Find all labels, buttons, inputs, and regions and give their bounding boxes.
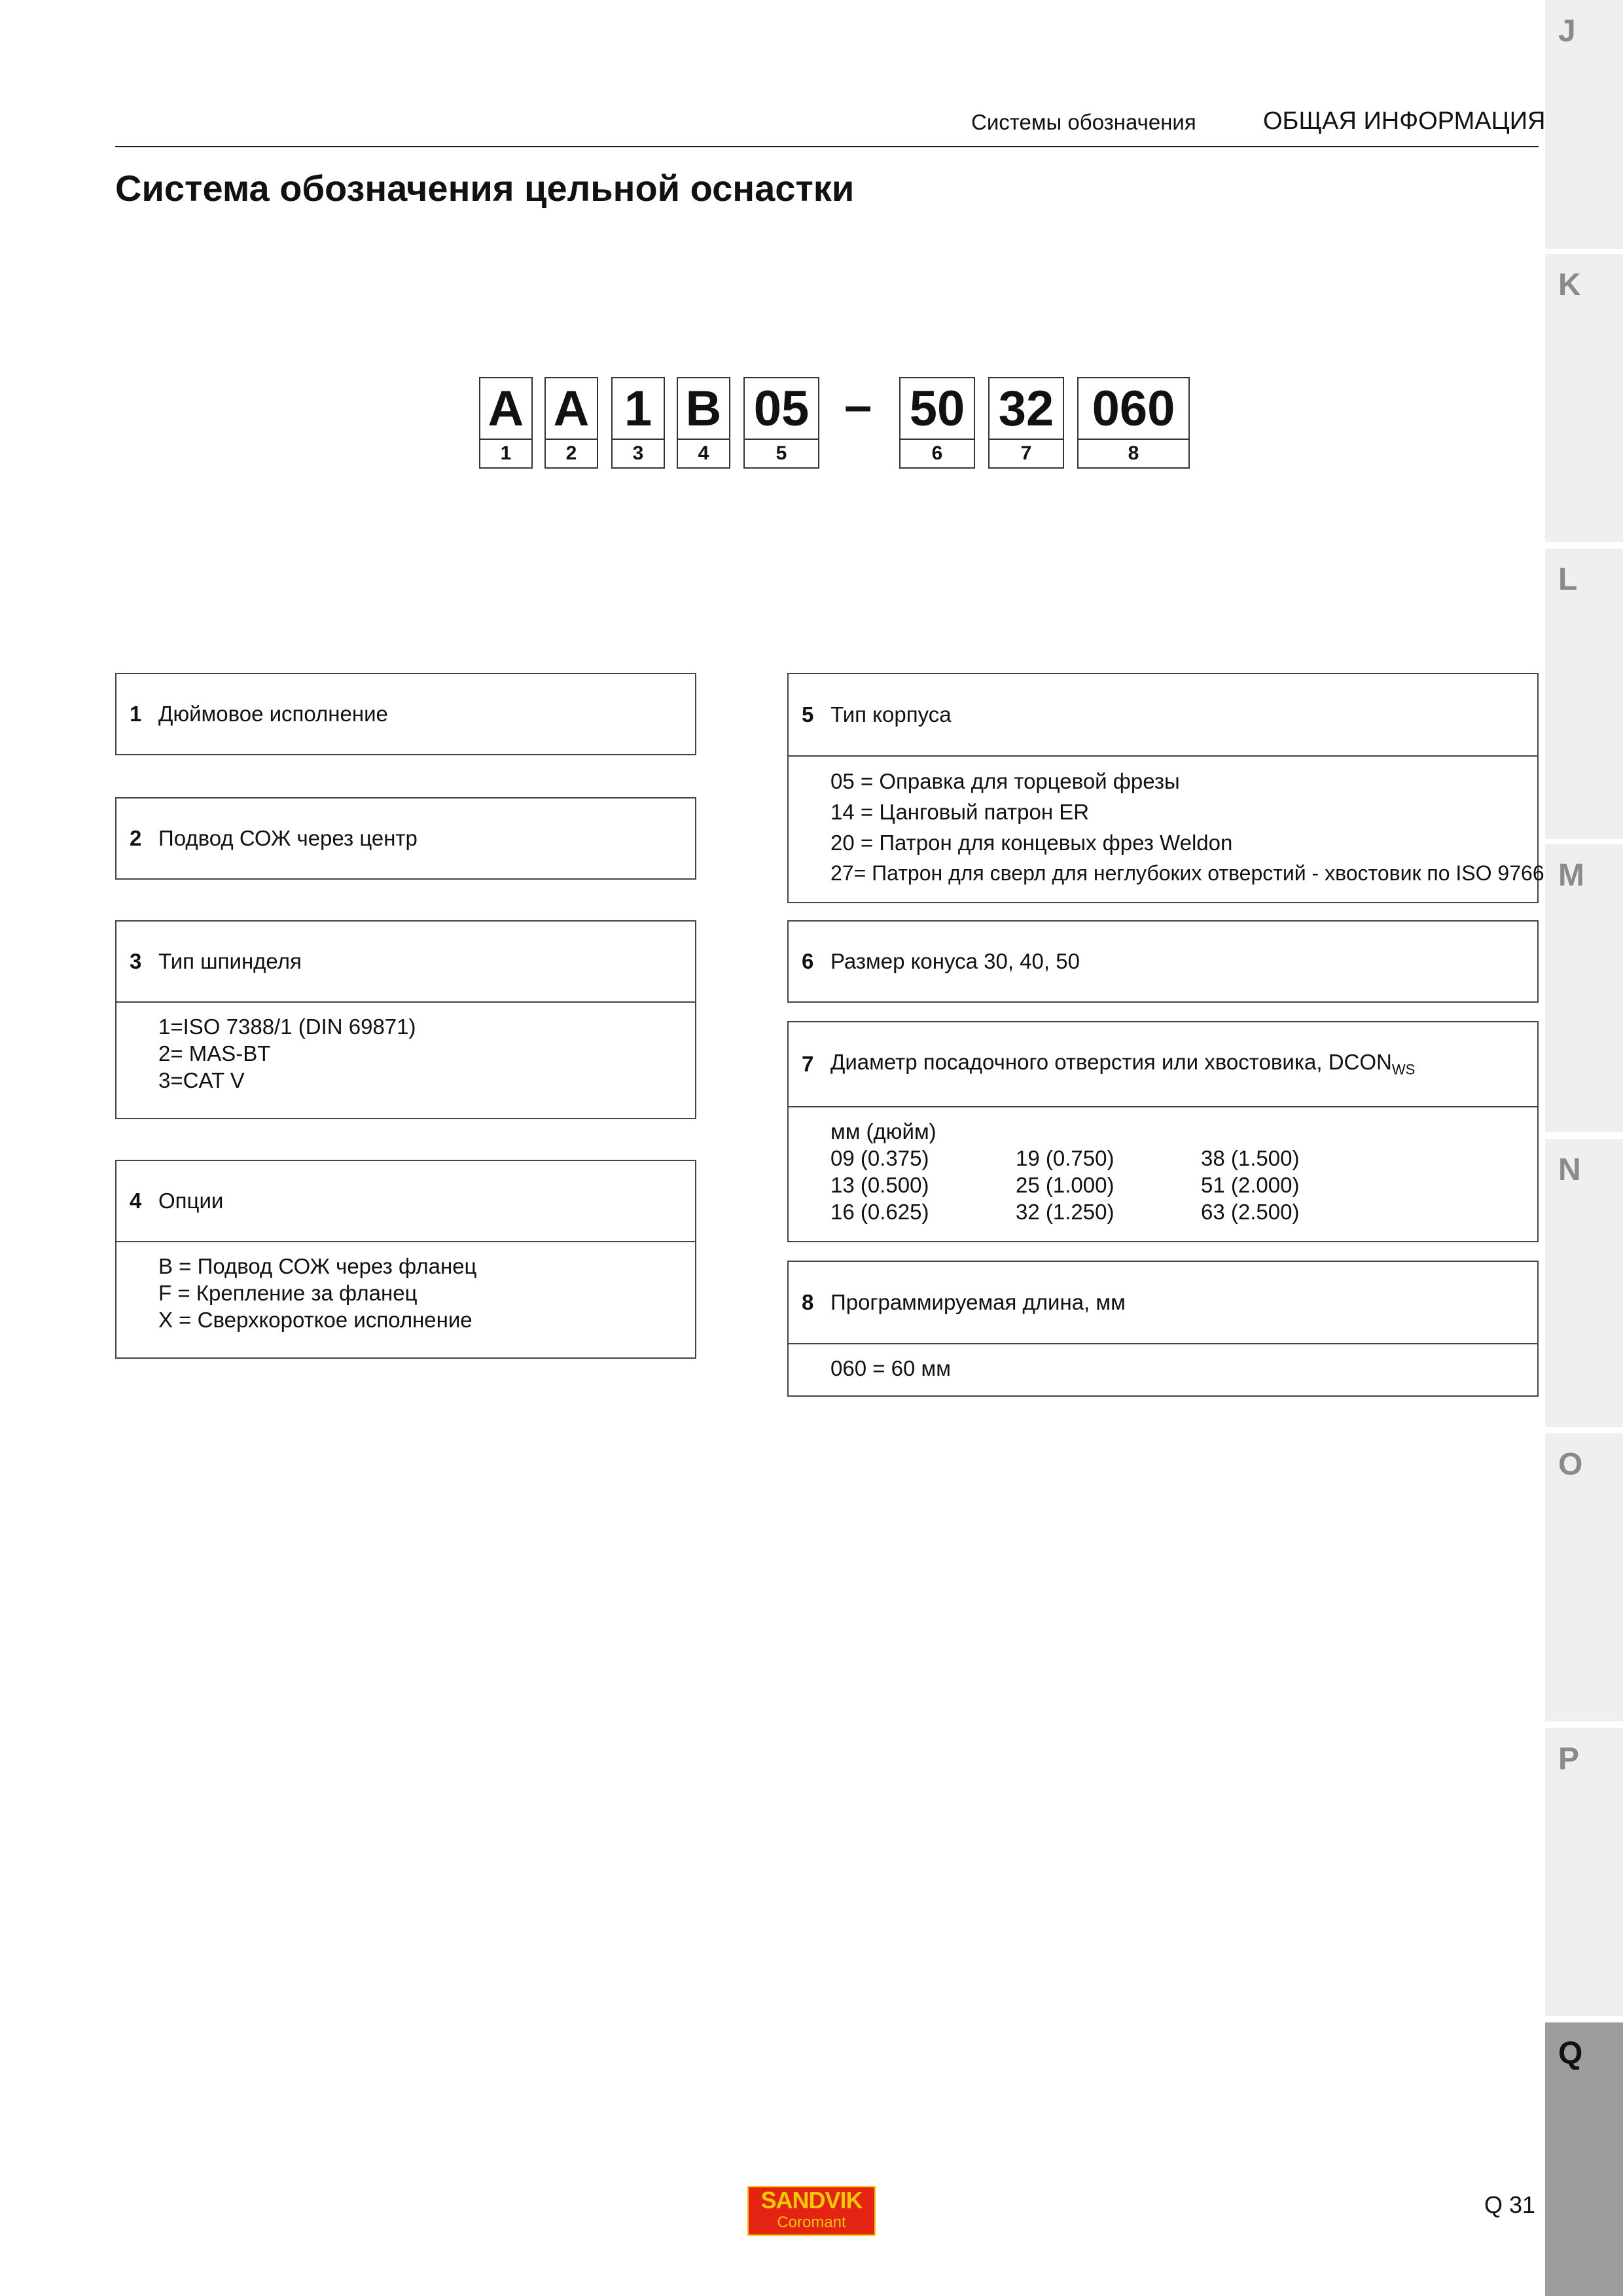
list-item: 3=CAT V <box>158 1068 245 1092</box>
unit-label: мм (дюйм) <box>830 1119 936 1143</box>
panel-coolant-center <box>115 797 696 880</box>
panel-number: 3 <box>130 949 142 973</box>
panel-header <box>116 1161 695 1242</box>
diameter-value: 25 (1.000) <box>1016 1173 1115 1197</box>
panel-title: Тип шпинделя <box>158 949 302 973</box>
list-item: 20 = Патрон для концевых фрез Weldon <box>830 831 1233 855</box>
panel-body <box>116 1242 695 1333</box>
diameter-value: 38 (1.500) <box>1201 1146 1300 1170</box>
diameter-values-grid <box>830 1145 1537 1225</box>
code-index-1: 1 <box>479 439 533 469</box>
page-title: Система обозначения цельной оснастки <box>115 168 855 209</box>
code-index-8: 8 <box>1077 439 1190 469</box>
panel-number: 8 <box>802 1290 814 1314</box>
panel-title <box>830 1050 1415 1079</box>
panel-body <box>789 757 1544 889</box>
panel-number: 4 <box>130 1189 142 1213</box>
logo-text-main: SANDVIK <box>760 2187 863 2214</box>
diameter-value: 19 (0.750) <box>1016 1146 1115 1170</box>
panel-title: Размер конуса 30, 40, 50 <box>830 949 1080 973</box>
code-part-4: B <box>677 377 730 440</box>
panel-title: Подвод СОЖ через центр <box>158 826 418 850</box>
list-item: B = Подвод СОЖ через фланец <box>158 1254 477 1278</box>
panel-body <box>116 1003 695 1094</box>
code-part-5: 05 <box>743 377 819 440</box>
header-category: ОБЩАЯ ИНФОРМАЦИЯ <box>1263 107 1546 135</box>
panel-body-type <box>787 673 1544 903</box>
code-part-1: A <box>479 377 533 440</box>
panel-title: Опции <box>158 1189 224 1213</box>
tab-j[interactable]: J <box>1545 0 1623 249</box>
panel-number: 1 <box>130 702 142 726</box>
code-index-6: 6 <box>899 439 975 469</box>
list-item: 14 = Цанговый патрон ER <box>830 800 1090 824</box>
panel-header <box>116 798 695 878</box>
panel-number: 7 <box>802 1052 814 1076</box>
tab-m[interactable]: M <box>1545 844 1623 1132</box>
panel-body <box>789 1107 1537 1225</box>
diameter-value: 63 (2.500) <box>1201 1200 1300 1224</box>
panel-title: Дюймовое исполнение <box>158 702 388 726</box>
header-section: Системы обозначения <box>971 110 1196 134</box>
sandvik-coromant-logo <box>747 2186 876 2236</box>
panel-header <box>789 1262 1537 1344</box>
code-index-7: 7 <box>988 439 1064 469</box>
panel-header <box>789 922 1537 1001</box>
code-index-3: 3 <box>611 439 665 469</box>
panel-title: Тип корпуса <box>830 702 952 726</box>
tab-k[interactable]: K <box>1545 254 1623 542</box>
page-number: Q 31 <box>1484 2191 1536 2218</box>
code-index-4: 4 <box>677 439 730 469</box>
panel-options <box>115 1160 696 1359</box>
list-item: 05 = Оправка для торцевой фрезы <box>830 769 1180 793</box>
code-index-5: 5 <box>743 439 819 469</box>
tab-l[interactable]: L <box>1545 548 1623 839</box>
logo-text-sub: Coromant <box>777 2214 846 2231</box>
panel-header <box>116 674 695 754</box>
tab-p[interactable]: P <box>1545 1728 1623 2016</box>
panel-programmable-length <box>787 1261 1539 1397</box>
list-item: 2= MAS-BT <box>158 1041 271 1066</box>
code-part-2: A <box>544 377 598 440</box>
panel-header <box>116 922 695 1003</box>
list-item: X = Сверхкороткое исполнение <box>158 1308 473 1332</box>
panel-header <box>789 1022 1537 1107</box>
panel-spindle-type <box>115 920 696 1119</box>
panel-number: 5 <box>802 702 814 726</box>
diameter-value: 32 (1.250) <box>1016 1200 1115 1224</box>
panel-body <box>789 1344 1537 1382</box>
panel-number: 2 <box>130 826 142 850</box>
panel-taper-size <box>787 920 1539 1003</box>
diameter-value: 51 (2.000) <box>1201 1173 1300 1197</box>
diameter-value: 09 (0.375) <box>830 1146 929 1170</box>
code-part-6: 50 <box>899 377 975 440</box>
tab-o[interactable]: O <box>1545 1433 1623 1721</box>
code-part-8: 060 <box>1077 377 1190 440</box>
list-item: 27= Патрон для сверл для неглубоких отверстий - хвостовик по ISO 9766 <box>830 861 1544 885</box>
list-item: F = Крепление за фланец <box>158 1281 418 1305</box>
tab-n[interactable]: N <box>1545 1139 1623 1427</box>
panel-inch-version <box>115 673 696 755</box>
tab-q[interactable]: Q <box>1545 2022 1623 2296</box>
code-part-3: 1 <box>611 377 665 440</box>
panel-title: Программируемая длина, мм <box>830 1290 1126 1314</box>
list-item: 1=ISO 7388/1 (DIN 69871) <box>158 1014 416 1039</box>
panel-number: 6 <box>802 949 814 973</box>
code-index-2: 2 <box>544 439 598 469</box>
panel-header <box>789 674 1537 757</box>
panel-title-text: Диаметр посадочного отверстия или хвостовика, DCON <box>830 1050 1392 1075</box>
list-item: 060 = 60 мм <box>830 1356 951 1380</box>
code-dash: – <box>844 378 872 433</box>
panel-diameter <box>787 1021 1539 1242</box>
panel-title-subscript: WS <box>1391 1061 1416 1078</box>
header-divider <box>115 146 1539 147</box>
diameter-value: 16 (0.625) <box>830 1200 929 1224</box>
code-part-7: 32 <box>988 377 1064 440</box>
diameter-value: 13 (0.500) <box>830 1173 929 1197</box>
